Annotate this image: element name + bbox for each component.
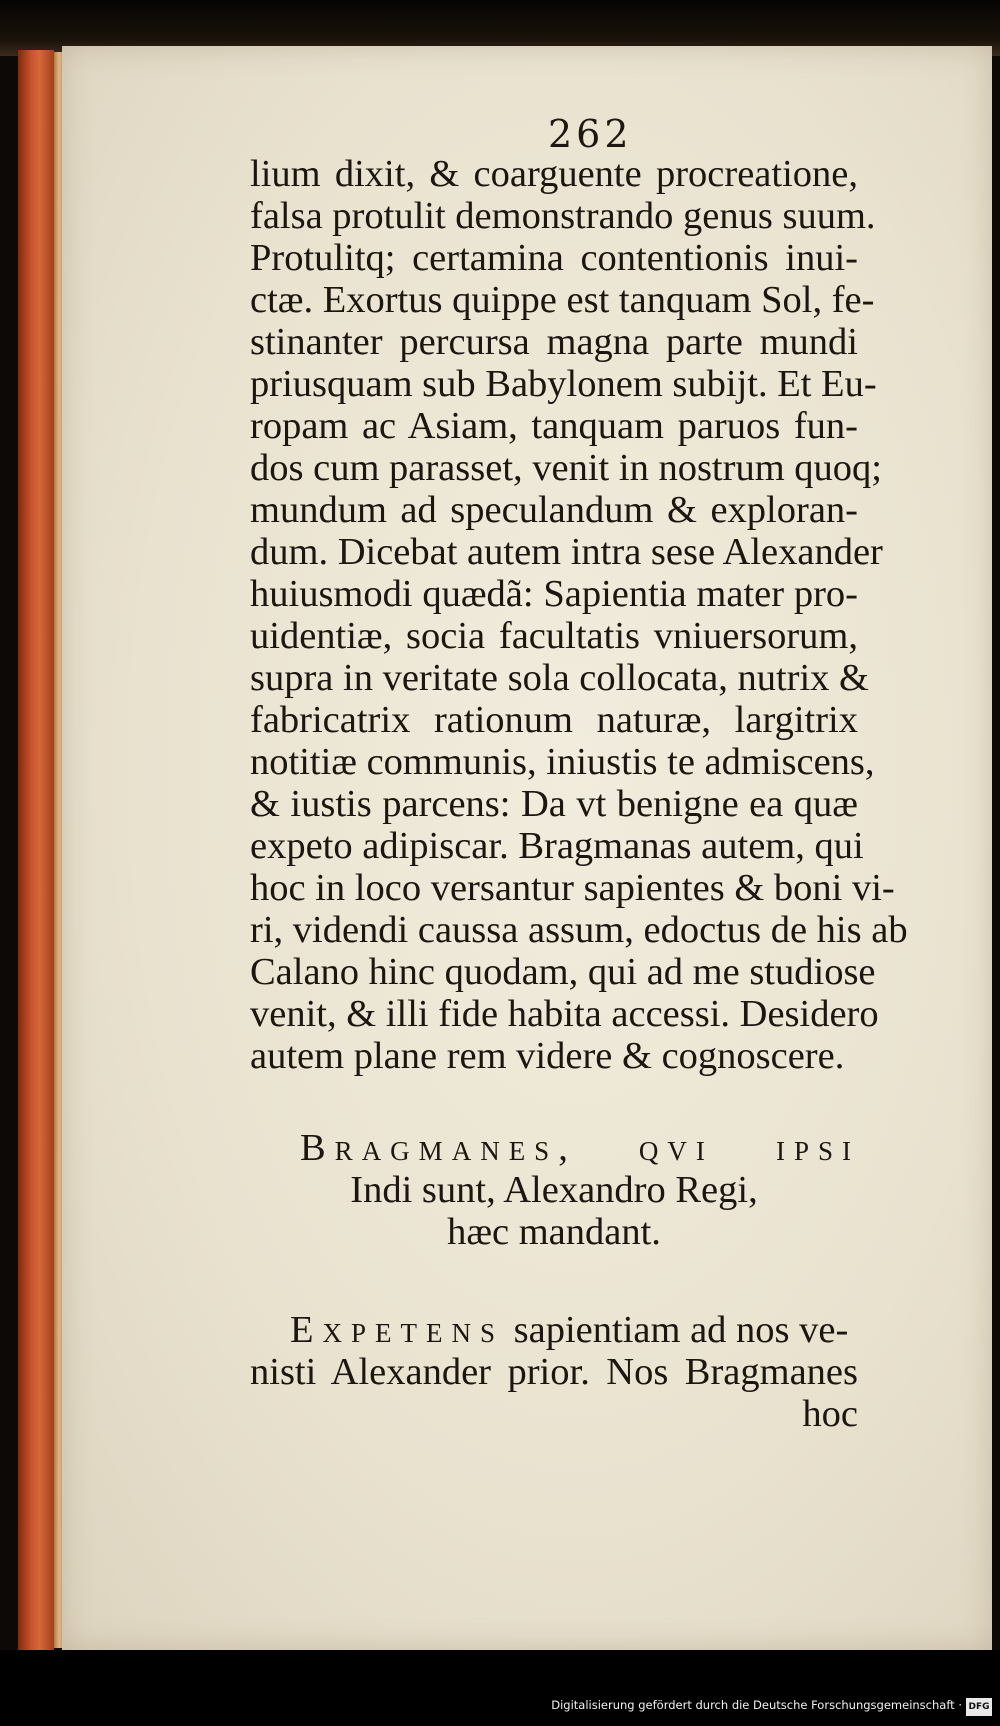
red-page-edge <box>18 50 54 1650</box>
text-line: ri, videndi caussa assum, edoctus de his ab <box>250 909 908 951</box>
text-line: notitiæ communis, iniustis te admiscens, <box>250 741 875 783</box>
text-line: hoc in loco versantur sapientes & boni vi- <box>250 867 895 909</box>
text-line: dum. Dicebat autem intra sese Alexander <box>250 531 883 573</box>
text-line: venit, & illi fide habita accessi. Desidero <box>250 993 879 1035</box>
text-line: lium dixit, & coarguente procreatione, <box>250 153 858 195</box>
text-line: expeto adipiscar. Bragmanas autem, qui <box>250 825 864 867</box>
section-line <box>290 1308 858 1352</box>
text-line: Protulitq; certamina contentionis inui- <box>250 237 858 279</box>
text-line: falsa protulit demonstrando genus suum. <box>250 195 876 237</box>
dfg-logo-icon: DFG <box>966 1698 992 1716</box>
text-line: supra in veritate sola collocata, nutrix & <box>250 657 870 699</box>
text-line: stinanter percursa magna parte mundi <box>250 321 858 363</box>
text-line: Calano hinc quodam, qui ad me studiose <box>250 951 876 993</box>
text-line: ctæ. Exortus quippe est tanquam Sol, fe- <box>250 279 875 321</box>
section-line: nisti Alexander prior. Nos Bragmanes <box>250 1351 858 1393</box>
text-line: priusquam sub Babylonem subijt. Et Eu- <box>250 363 877 405</box>
text-line: huiusmodi quædã: Sapientia mater pro- <box>250 573 858 615</box>
text-line: autem plane rem videre & cognoscere. <box>250 1035 845 1077</box>
catchword: hoc <box>802 1393 858 1435</box>
heading-line: Indi sunt, Alexandro Regi, <box>350 1169 758 1211</box>
section-first-word: Expetens <box>290 1309 505 1351</box>
text-line: dos cum parasset, venit in nostrum quoq; <box>250 447 882 489</box>
heading-line: Bragmanes, qvi ipsi <box>300 1127 860 1169</box>
heading-line: hæc mandant. <box>447 1211 661 1253</box>
text-line: ropam ac Asiam, tanquam paruos fun- <box>250 405 858 447</box>
text-line: mundum ad speculandum & exploran- <box>250 489 858 531</box>
text-line: fabricatrix rationum naturæ, largitrix <box>250 699 858 741</box>
text-line: uidentiæ, socia facultatis vniuersorum, <box>250 615 858 657</box>
footer-bar <box>0 1650 1000 1726</box>
section-line-rest: sapientiam ad nos ve- <box>513 1309 849 1351</box>
text-line: & iustis parcens: Da vt benigne ea quæ <box>250 783 858 825</box>
digitization-credit: Digitalisierung gefördert durch die Deutsche Forschungsgemeinschaft · <box>551 1698 962 1712</box>
page-number: 262 <box>548 112 633 156</box>
